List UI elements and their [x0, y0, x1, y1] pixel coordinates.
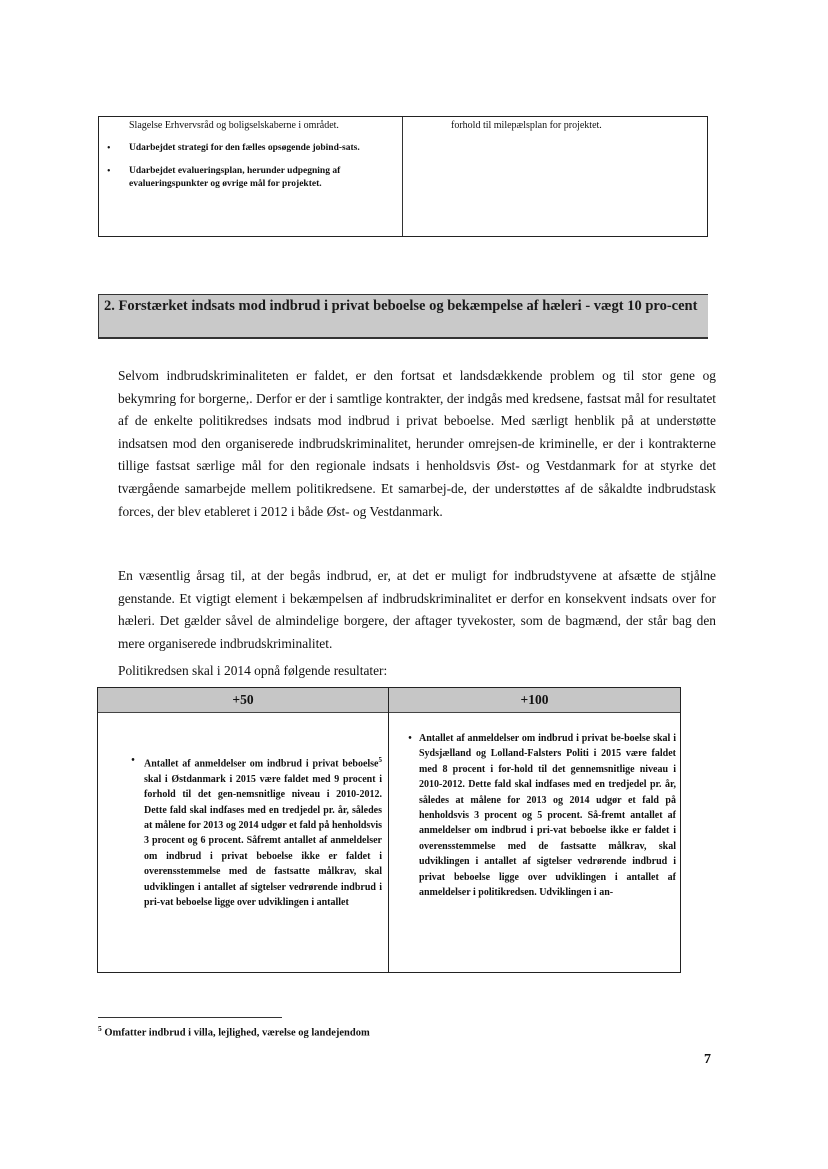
footnote-reference: 5	[378, 756, 382, 764]
results-intro: Politikredsen skal i 2014 opnå følgende resultater:	[118, 663, 388, 678]
footnote-number: 5	[98, 1024, 102, 1033]
top-table-right-cell: forhold til milepælsplan for projektet.	[451, 120, 602, 131]
results-text-100: Antallet af anmeldelser om indbrud i privat be-boelse skal i Sydsjælland og Lolland-Falsters Politi i 2015 være faldet med 8 procent i for-hold til det gennemsnitlige niveau i 2010-2012. Dette fald skal indfases med en tredjedel pr. år, således at målene for 2013 og 2014 udgør et fald på henholdsvis 3 procent og 5 procent. Så-fremt antallet af anmeldelser om indbrud i pri-vat beboelse ikke er faldet i overensstemmelse med de fastsatte målkrav, skal udviklingen i antallet af sigtelser vedrørende indbrud i privat beboelse ligge over udviklingen i antallet af anmeldelser i politikredsen. Udviklingen i an-	[419, 733, 676, 899]
top-table-bullet-text: Udarbejdet evalueringsplan, herunder udpegning af evalueringspunkter og øvrige mål for projektet.	[129, 166, 341, 189]
results-table	[97, 687, 681, 973]
top-table-bullet	[107, 142, 394, 155]
section-heading: 2. Forstærket indsats mod indbrud i privat beboelse og bekæmpelse af hæleri - vægt 10 pro-cent	[98, 294, 708, 339]
results-cell-50	[98, 713, 388, 972]
results-header-100: +100	[389, 688, 680, 713]
page-number: 7	[704, 1052, 711, 1067]
bullet-icon: •	[131, 755, 135, 766]
footnote	[98, 1024, 370, 1039]
top-table-left-first-line: Slagelse Erhvervsråd og boligselskaberne i området.	[129, 120, 339, 131]
body-paragraph: En væsentlig årsag til, at der begås indbrud, er, at det er muligt for indbrudstyvene at afsætte de stjålne genstande. Et vigtigt element i bekæmpelsen af indbrudskriminalitet er derfor en konsekvent indsats over for hæleri. Det gælder såvel de almindelige borgere, der aftager tyvekoster, som de bagmænd, der står bag den mere organiserede indbrudskriminalitet.	[118, 568, 716, 651]
results-cell-100	[389, 713, 680, 972]
results-column-100	[389, 688, 680, 972]
body-paragraph: Selvom indbrudskriminaliteten er faldet, er den fortsat et landsdækkende problem og til stor gene og bekymring for borgerne,. Derfor er der i samtlige kontrakter, der indgås med kredsene, fastsat mål for resultatet af de enkelte politikredses indsats mod indbrud i privat beboelse. Med særligt henblik på at understøtte indsatsen mod den organiserede indbrudskriminalitet, herunder omrejsen-de kriminelle, er der i kontrakterne tillige fastsat særlige mål for den regionale indsats i henholdsvis Øst- og Vestdanmark for at styrke det tværgående samarbejde mellem politikredsene. Et samarbej-de, der understøttes af de såkaldte indbrudstask forces, der blev etableret i 2012 i både Øst- og Vestdanmark.	[118, 368, 716, 519]
results-header-50: +50	[98, 688, 388, 713]
top-table-bullet	[107, 165, 394, 190]
results-text-50-end: skal i Østdanmark i 2015 være faldet med 9 procent i forhold til det gen-nemsnitlige niveau i 2010-2012. Dette fald skal indfases med en tredjedel pr. år, således at målene for 2013 og 2014 udgør et fald på henholdsvis 3 procent og 6 procent. Såfremt antallet af anmeldelser om indbrud i privat beboelse ikke er faldet i overensstemmelse med de fastsatte målkrav, skal udviklingen i antallet af sigtelser vedrørende indbrud i pri-vat beboelse ligge over udviklingen i antallet	[144, 773, 382, 908]
results-text-50	[144, 753, 382, 972]
footnote-text: Omfatter indbrud i villa, lejlighed, værelse og landejendom	[101, 1027, 370, 1039]
results-text-50-start: Antallet af anmeldelser om indbrud i privat beboelse	[144, 758, 379, 770]
footnote-divider	[98, 1017, 282, 1018]
top-table-left-cell	[99, 117, 403, 236]
top-continuation-table	[98, 116, 708, 237]
top-table-bullet-text: Udarbejdet strategi for den fælles opsøgende jobind-sats.	[129, 143, 360, 153]
results-column-50	[98, 688, 389, 972]
bullet-icon: •	[107, 143, 111, 154]
bullet-icon: •	[107, 166, 111, 177]
bullet-icon: •	[408, 733, 412, 744]
